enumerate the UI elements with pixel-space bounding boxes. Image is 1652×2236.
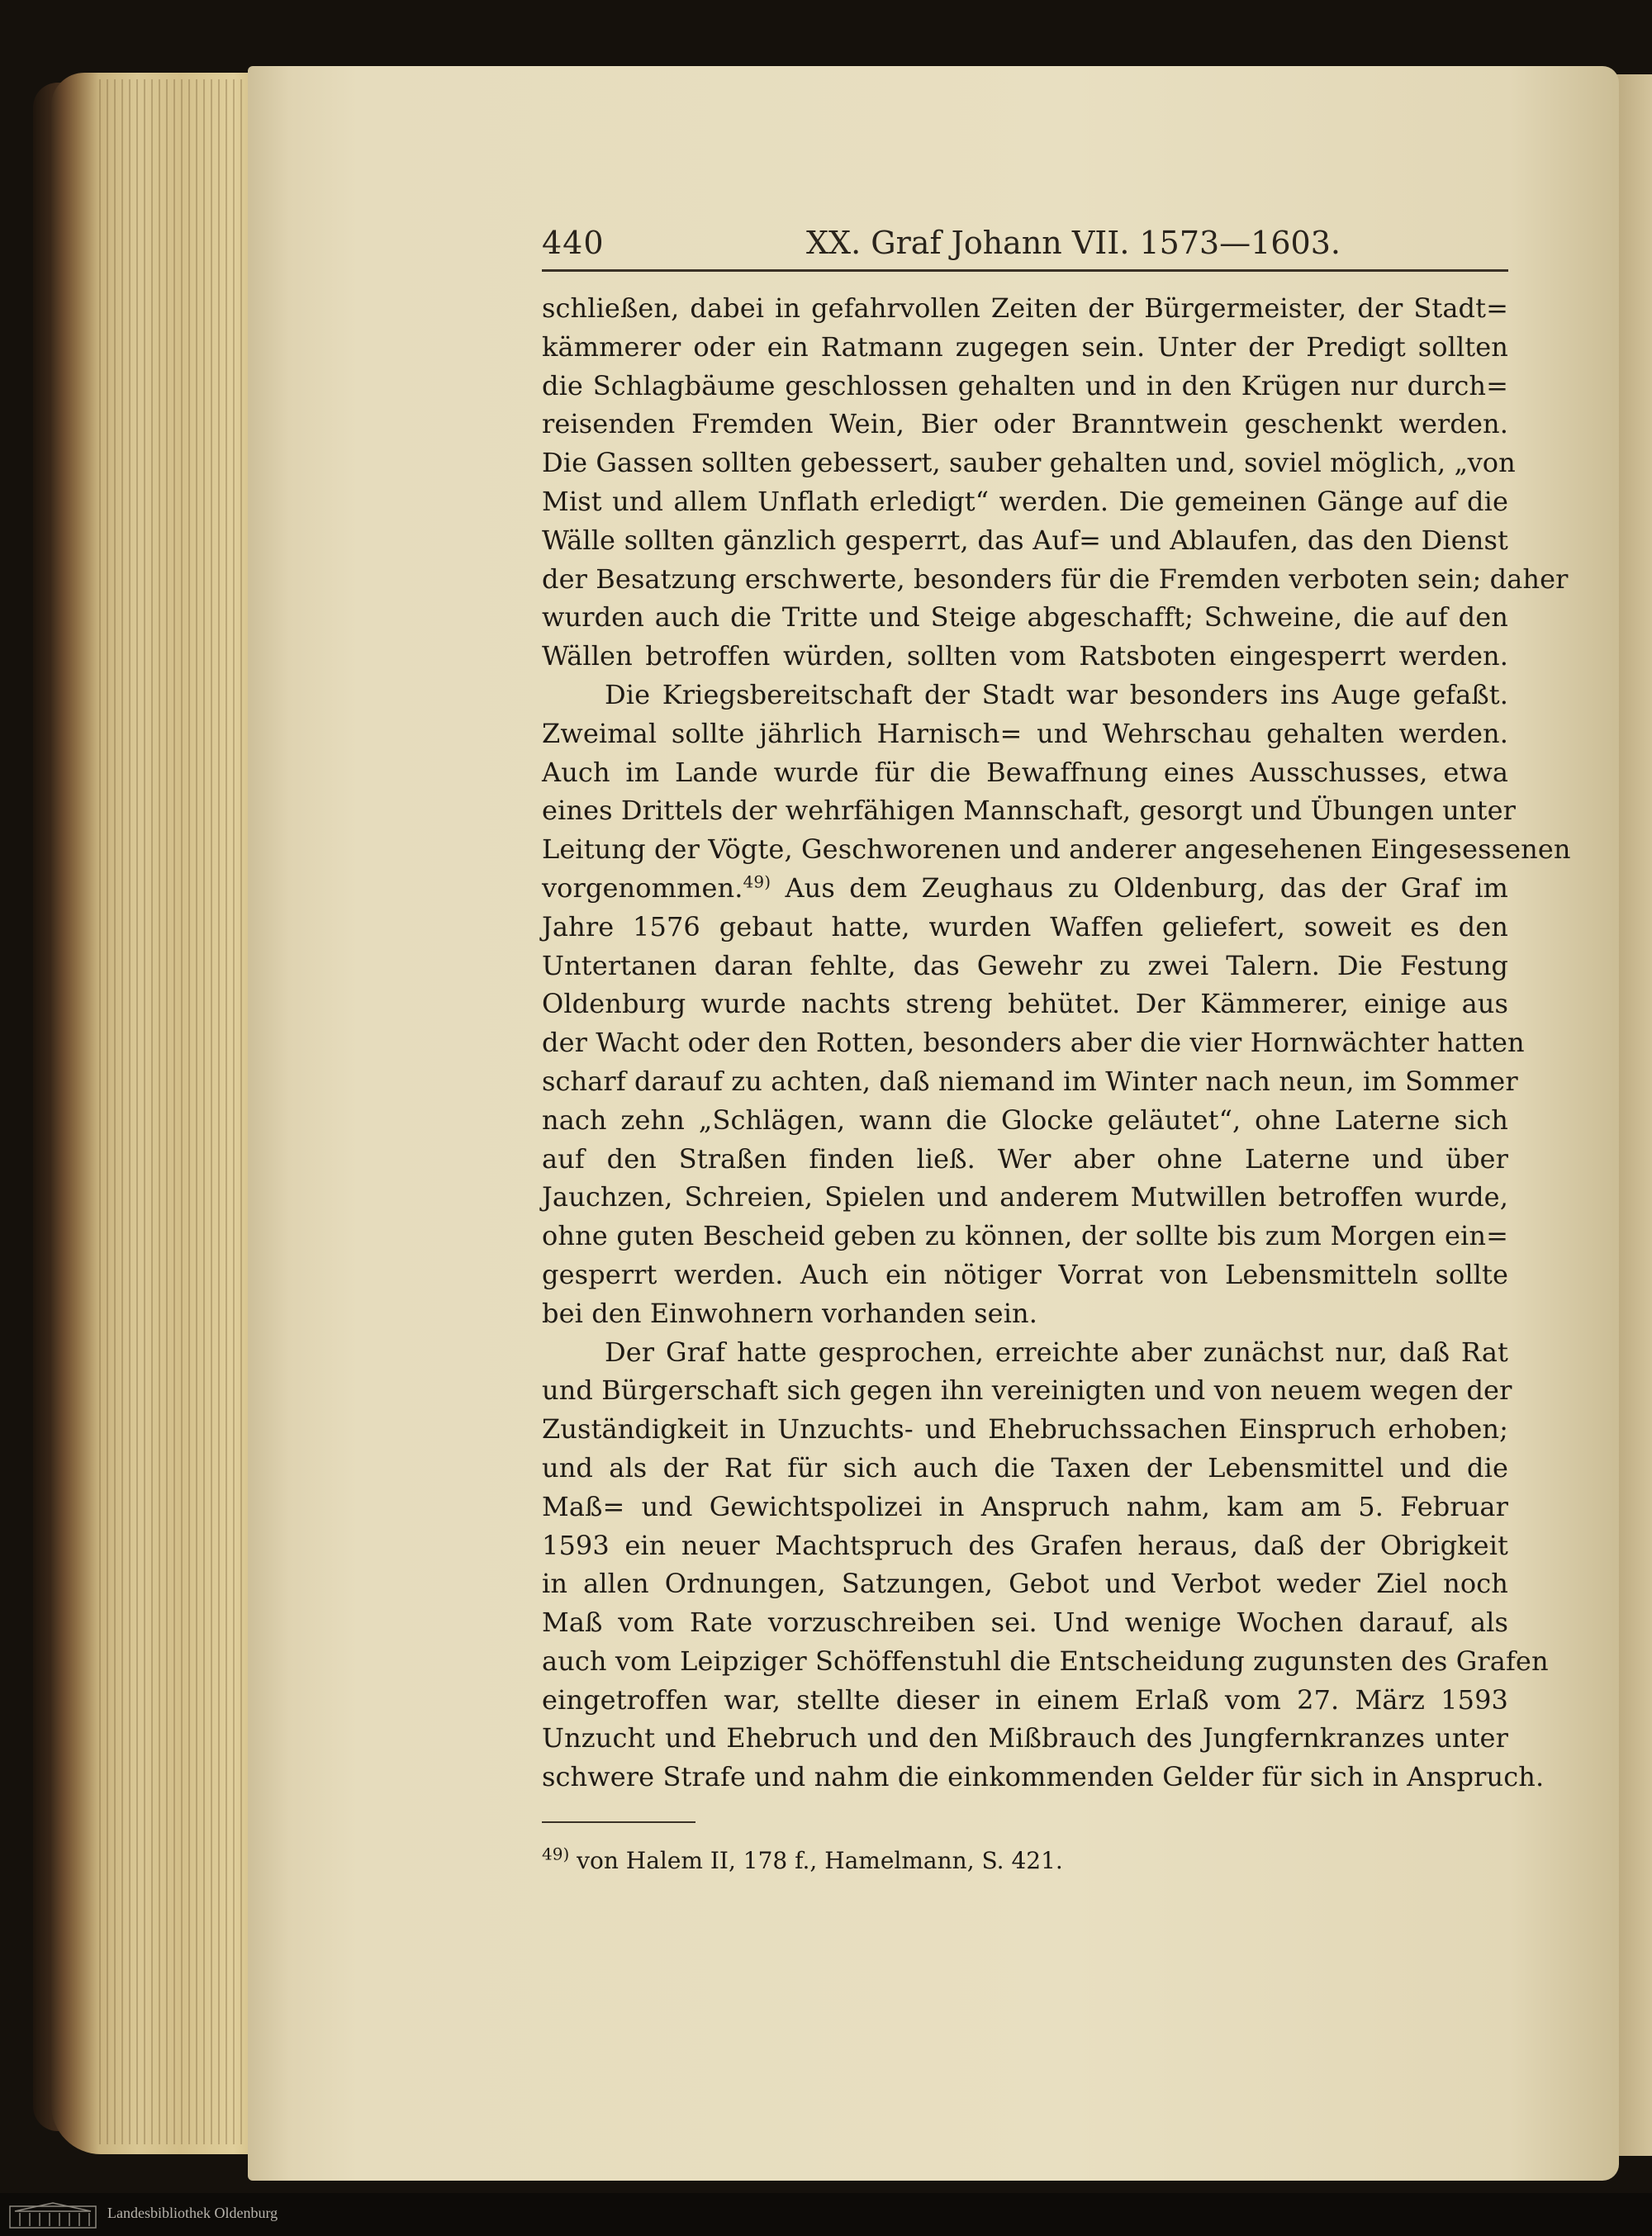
text-line: reisenden Fremden Wein, Bier oder Branntwein geschenkt werden.: [542, 408, 1508, 440]
text-line: Wälle sollten gänzlich gesperrt, das Auf= und Ablaufen, das den Dienst: [542, 524, 1508, 556]
footnote-reference[interactable]: 49): [743, 871, 771, 892]
text-line: eines Drittels der wehrfähigen Mannschaft, gesorgt und Übungen unter: [542, 795, 1517, 827]
text-fragment: Aus dem Zeughaus zu Oldenburg, das der Graf im: [771, 871, 1508, 904]
text-line: Unzucht und Ehebruch und den Mißbrauch des Jungfernkranzes unter: [542, 1722, 1508, 1754]
text-line: der Wacht oder den Rotten, besonders aber die vier Hornwächter hatten: [542, 1027, 1525, 1059]
body-text: [542, 289, 1571, 1797]
text-line: die Schlagbäume geschlossen gehalten und in den Krügen nur durch=: [542, 369, 1508, 401]
page-number: 440: [542, 225, 605, 261]
text-line: Zweimal sollte jährlich Harnisch= und Wehrschau gehalten werden.: [542, 717, 1508, 749]
text-line: und als der Rat für sich auch die Taxen der Lebensmittel und die: [542, 1451, 1508, 1484]
footnote: [542, 1844, 1063, 1874]
text-line: bei den Einwohnern vorhanden sein.: [542, 1297, 1038, 1329]
text-line: Wällen betroffen würden, sollten vom Ratsboten eingesperrt werden.: [542, 640, 1508, 672]
text-line: Jahre 1576 gebaut hatte, wurden Waffen geliefert, soweit es den: [542, 910, 1508, 942]
text-line: Leitung der Vögte, Geschworenen und anderer angesehenen Eingesessenen: [542, 833, 1571, 866]
text-line: gesperrt werden. Auch ein nötiger Vorrat von Lebensmitteln sollte: [542, 1258, 1508, 1290]
library-name: Landesbibliothek Oldenburg: [107, 2205, 278, 2221]
page-edge-lines: [99, 79, 273, 2144]
text-line: auf den Straßen finden ließ. Wer aber ohne Laterne und über: [542, 1142, 1508, 1175]
text-line: scharf darauf zu achten, daß niemand im Winter nach neun, im Sommer: [542, 1065, 1518, 1097]
text-line: kämmerer oder ein Ratmann zugegen sein. Unter der Predigt sollten: [542, 330, 1508, 363]
text-line-with-footnote: [542, 869, 1508, 908]
text-line: und Bürgerschaft sich gegen ihn vereinigten und von neuem wegen der: [542, 1374, 1512, 1407]
footnote-marker: 49): [542, 1844, 570, 1864]
text-line: ohne guten Bescheid geben zu können, der sollte bis zum Morgen ein=: [542, 1220, 1508, 1252]
library-building-logo: [8, 2201, 97, 2229]
text-line: in allen Ordnungen, Satzungen, Gebot und Verbot weder Ziel noch: [542, 1568, 1508, 1600]
text-line: Die Gassen sollten gebessert, sauber gehalten und, soviel möglich, „von: [542, 447, 1516, 479]
text-line: Der Graf hatte gesprochen, erreichte aber zunächst nur, daß Rat: [605, 1336, 1508, 1368]
text-line: nach zehn „Schlägen, wann die Glocke geläutet“, ohne Laterne sich: [542, 1104, 1508, 1136]
library-footer: [0, 2193, 1652, 2236]
footnote-rule: [542, 1821, 695, 1823]
text-line: wurden auch die Tritte und Steige abgeschafft; Schweine, die auf den: [542, 601, 1508, 634]
footnote-text: von Halem II, 178 f., Hamelmann, S. 421.: [569, 1847, 1063, 1874]
text-line: Maß= und Gewichtspolizei in Anspruch nahm, kam am 5. Februar: [542, 1490, 1508, 1522]
text-line: Mist und allem Unflath erledigt“ werden. Die gemeinen Gänge auf die: [542, 485, 1508, 517]
text-line: auch vom Leipziger Schöffenstuhl die Entscheidung zugunsten des Grafen: [542, 1645, 1549, 1677]
header-rule: [542, 269, 1508, 272]
text-line: eingetroffen war, stellte dieser in einem Erlaß vom 27. März 1593: [542, 1683, 1508, 1716]
text-line: Auch im Lande wurde für die Bewaffnung eines Ausschusses, etwa: [542, 756, 1508, 788]
text-line: Untertanen daran fehlte, das Gewehr zu zwei Talern. Die Festung: [542, 949, 1508, 981]
text-line: Maß vom Rate vorzuschreiben sei. Und wenige Wochen darauf, als: [542, 1607, 1508, 1639]
text-line: schließen, dabei in gefahrvollen Zeiten der Bürgermeister, der Stadt=: [542, 292, 1508, 324]
text-fragment: vorgenommen.: [542, 871, 743, 904]
text-line: 1593 ein neuer Machtspruch des Grafen heraus, daß der Obrigkeit: [542, 1529, 1508, 1561]
text-line: Die Kriegsbereitschaft der Stadt war besonders ins Auge gefaßt.: [605, 678, 1508, 710]
text-line: schwere Strafe und nahm die einkommenden Gelder für sich in Anspruch.: [542, 1761, 1545, 1793]
text-line: Jauchzen, Schreien, Spielen und anderem Mutwillen betroffen wurde,: [542, 1181, 1508, 1213]
text-line: Zuständigkeit in Unzuchts- und Ehebruchssachen Einspruch erhoben;: [542, 1413, 1508, 1446]
running-title: XX. Graf Johann VII. 1573—1603.: [806, 225, 1341, 261]
text-line: Oldenburg wurde nachts streng behütet. Der Kämmerer, einige aus: [542, 988, 1508, 1020]
text-line: der Besatzung erschwerte, besonders für die Fremden verboten sein; daher: [542, 563, 1569, 595]
